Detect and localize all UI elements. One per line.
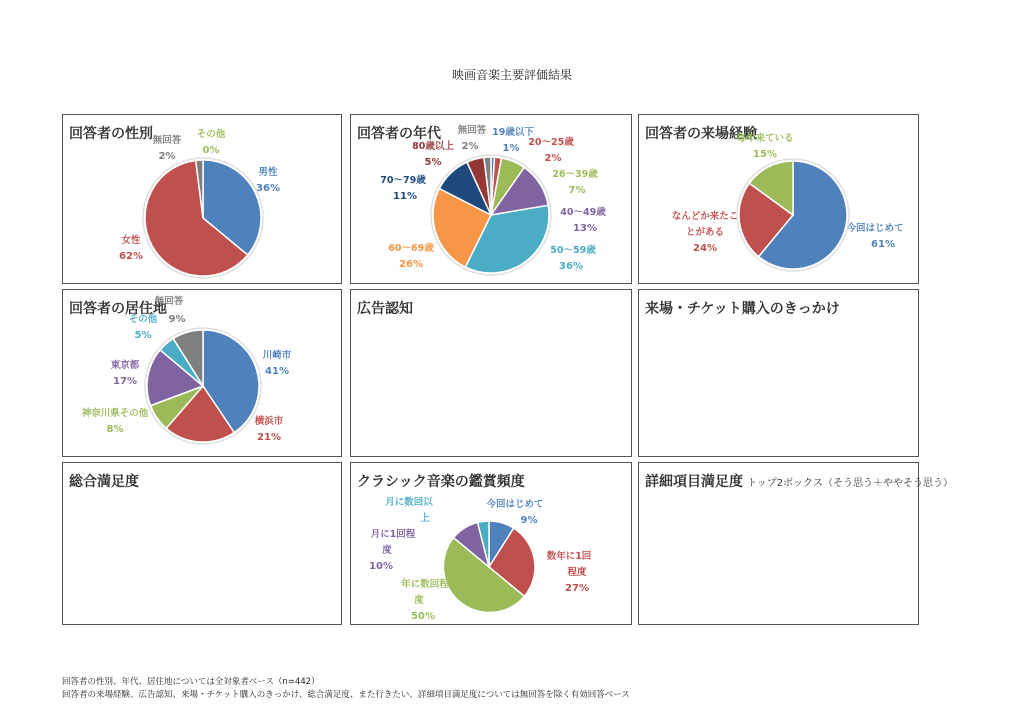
slice-value: 21% (257, 432, 281, 443)
slice-label: 神奈川県その他 (81, 408, 149, 419)
panel-title: 広告認知 (357, 301, 413, 317)
residence-pie-chart (63, 290, 343, 458)
slice-value: 61% (871, 239, 895, 250)
slice-label: 程度 (567, 567, 587, 578)
slice-value: 2% (158, 151, 176, 162)
slice-value: 17% (113, 376, 137, 387)
slice-label: 26～39歳 (552, 169, 598, 180)
panel-title: 回答者の来場経験 (645, 126, 757, 142)
slice-value: 1% (502, 143, 520, 154)
footnote-1: 回答者の性別、年代、居住地については全対象者ベース（n=442） (62, 677, 320, 687)
slice-value: 0% (202, 145, 220, 156)
slice-label: 度 (382, 545, 392, 556)
panel-overall (62, 462, 342, 625)
slice-label: 無回答 (154, 296, 184, 307)
slice-value: 2% (544, 153, 562, 164)
panel-trigger (638, 289, 919, 457)
slice-label: とがある (685, 227, 725, 238)
slice-label: なんどか来たこ (671, 211, 739, 222)
slice-label: 50～59歳 (550, 245, 596, 256)
slice-label: その他 (196, 129, 226, 140)
slice-label: 東京都 (110, 360, 140, 371)
slice-label: 月に1回程 (370, 529, 416, 540)
slice-value: 41% (265, 366, 289, 377)
slice-value: 8% (106, 424, 124, 435)
trigger-bar-chart (639, 290, 920, 458)
overall-stacked-chart (63, 463, 343, 626)
panel-title: 回答者の性別 (69, 126, 153, 142)
slice-label: 度 (414, 595, 424, 606)
panel-classical (350, 462, 632, 625)
slice-label: 年に数回程 (401, 579, 449, 590)
slice-label: その他 (128, 314, 158, 325)
page-title: 映画音楽主要評価結果 (451, 68, 572, 82)
slice-label: 横浜市 (254, 416, 284, 427)
slice-label: 今回はじめて (486, 499, 544, 510)
slice-label: 無回答 (152, 135, 182, 146)
slice-label: 70～79歳 (380, 175, 426, 186)
panel-age (350, 114, 632, 284)
slice-value: 11% (393, 191, 417, 202)
panel-title: 詳細項目満足度 トップ2ボックス（そう思う＋ややそう思う） (645, 474, 953, 490)
slice-label: 月に数回以 (385, 497, 433, 508)
panel-title: 総合満足度 (69, 474, 139, 490)
slice-value: 36% (256, 183, 280, 194)
slice-value: 2% (461, 141, 479, 152)
panel-title: 回答者の年代 (357, 126, 441, 142)
slice-value: 5% (424, 157, 442, 168)
panel-residence (62, 289, 342, 457)
panel-title: 回答者の居住地 (69, 301, 167, 317)
slice-label: 川崎市 (262, 350, 292, 361)
age-pie-chart (351, 115, 633, 285)
panel-title: クラシック音楽の鑑賞頻度 (357, 474, 525, 490)
slice-label: 60～69歳 (388, 243, 434, 254)
footnote-2: 回答者の来場経験、広告認知、来場・チケット購入のきっかけ、総合満足度、また行きたい、詳細項目満足度については無回答を除く有効回答ベース (62, 690, 630, 700)
slice-value: 5% (134, 330, 152, 341)
slice-value: 26% (399, 259, 423, 270)
slice-value: 9% (168, 314, 186, 325)
panel-title: 来場・チケット購入のきっかけ (645, 301, 840, 317)
slice-value: 36% (559, 261, 583, 272)
ad-bar-chart (351, 290, 633, 458)
slice-label: 無回答 (457, 125, 487, 136)
slice-value: 24% (693, 243, 717, 254)
slice-label: 20～25歳 (528, 137, 574, 148)
panel-ad (350, 289, 632, 457)
slice-value: 7% (568, 185, 586, 196)
slice-value: 62% (119, 251, 143, 262)
visit-pie-chart (639, 115, 920, 285)
slice-label: 女性 (121, 235, 141, 246)
detail-bar-chart (639, 463, 920, 626)
panel-visit (638, 114, 919, 284)
panel-gender (62, 114, 342, 284)
slice-label: 40～49歳 (560, 207, 606, 218)
slice-label: 数年に1回 (546, 551, 592, 562)
slice-value: 50% (411, 611, 435, 622)
gender-pie-chart (63, 115, 343, 285)
slice-value: 13% (573, 223, 597, 234)
slice-label: 今回はじめて (846, 223, 904, 234)
slice-value: 10% (369, 561, 393, 572)
slice-value: 27% (565, 583, 589, 594)
panel-detail (638, 462, 953, 625)
slice-value: 15% (753, 149, 777, 160)
slice-label: 毎年来ている (736, 133, 794, 144)
slice-label: 上 (420, 513, 430, 524)
classical-pie-chart (351, 463, 633, 626)
slice-label: 80歳以上 (412, 141, 454, 152)
slice-label: 男性 (258, 167, 278, 178)
slice-value: 9% (520, 515, 538, 526)
slice-label: 19歳以下 (492, 127, 534, 138)
